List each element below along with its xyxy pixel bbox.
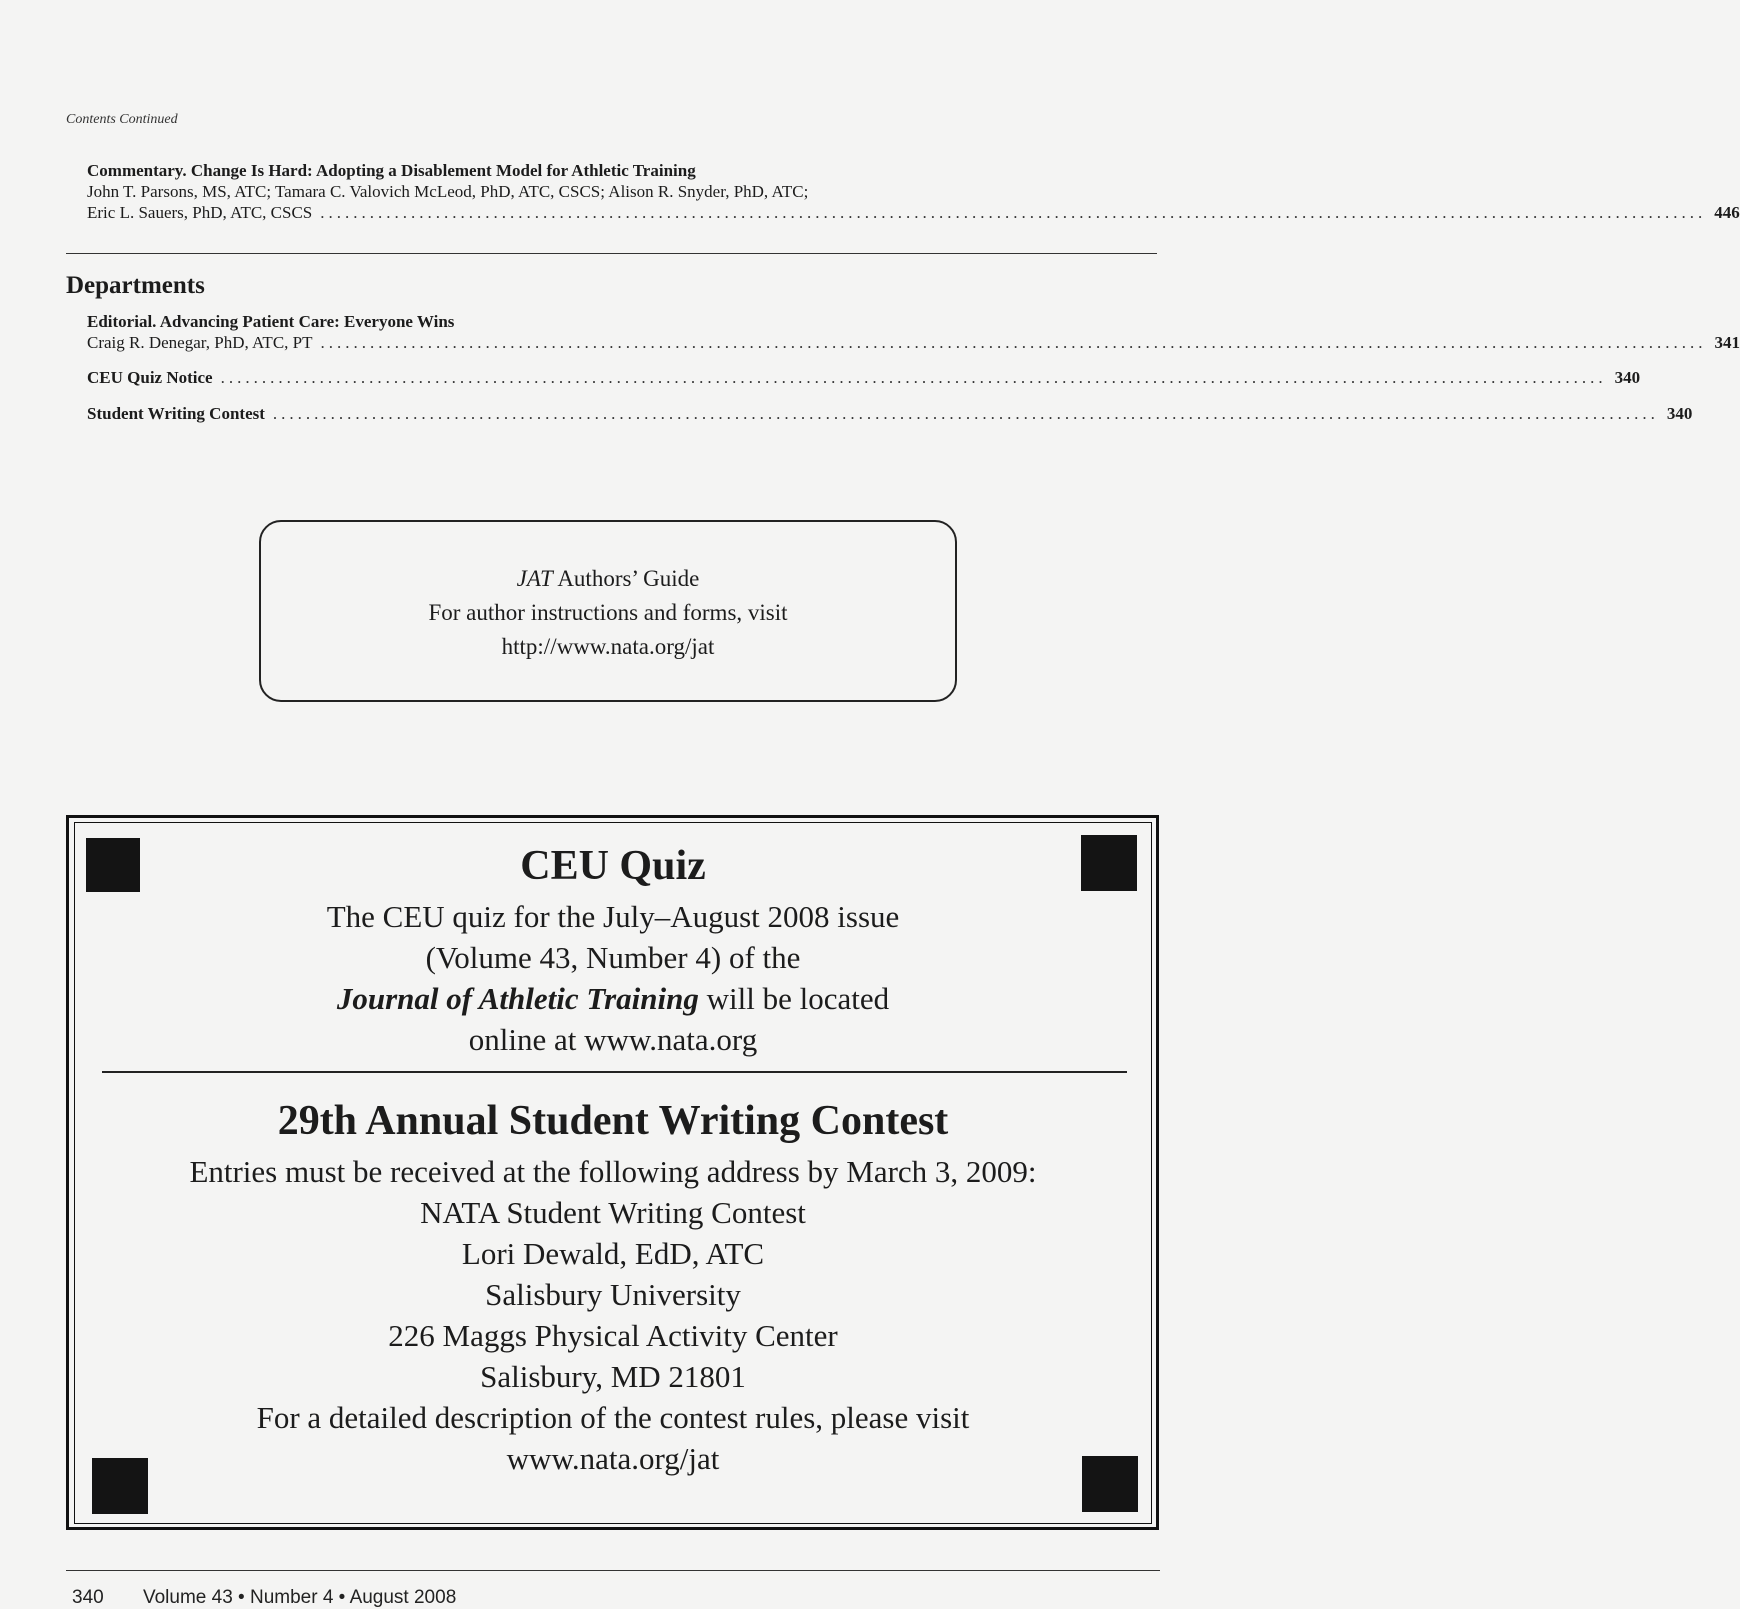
leader-dots: ........................................................................................................................................................................	[321, 332, 1707, 353]
contest-line: NATA Student Writing Contest	[74, 1192, 1152, 1233]
journal-name: Journal of Athletic Training	[337, 981, 699, 1016]
authors-guide-url[interactable]: http://www.nata.org/jat	[261, 630, 955, 664]
leader-dots: ........................................................................................................................................................................	[320, 202, 1706, 223]
ceu-quiz-line1: The CEU quiz for the July–August 2008 issue	[74, 896, 1152, 937]
contest-line: Salisbury, MD 21801	[74, 1356, 1152, 1397]
ceu-quiz-line3	[74, 978, 1152, 1019]
commentary-entry[interactable]	[87, 161, 1157, 223]
student-writing-contest-row	[87, 403, 1157, 424]
contest-line: Entries must be received at the following address by March 3, 2009:	[74, 1151, 1152, 1192]
editorial-entry[interactable]	[87, 312, 1157, 353]
contest-line: Salisbury University	[74, 1274, 1152, 1315]
contents-continued-label: Contents Continued	[66, 112, 178, 128]
ceu-quiz-line2: (Volume 43, Number 4) of the	[74, 937, 1152, 978]
commentary-page: 446	[1714, 202, 1740, 223]
commentary-authors-row	[87, 202, 1157, 223]
announcement-separator	[102, 1071, 1127, 1073]
authors-guide-box	[259, 520, 957, 702]
student-writing-contest-page: 340	[1667, 403, 1693, 424]
contest-line: 226 Maggs Physical Activity Center	[74, 1315, 1152, 1356]
commentary-authors-line1: John T. Parsons, MS, ATC; Tamara C. Valovich McLeod, PhD, ATC, CSCS; Alison R. Snyder, PhD, ATC;	[87, 181, 1157, 202]
footer-rule	[66, 1570, 1160, 1571]
ceu-quiz-notice-page: 340	[1615, 367, 1641, 388]
contest-url[interactable]: www.nata.org/jat	[74, 1438, 1152, 1479]
student-writing-contest-entry[interactable]	[87, 403, 1157, 424]
commentary-authors-line2: Eric L. Sauers, PhD, ATC, CSCS	[87, 202, 312, 223]
jat-abbrev: JAT	[517, 566, 553, 591]
ceu-quiz-line4: online at www.nata.org	[74, 1019, 1152, 1060]
authors-guide-instructions: For author instructions and forms, visit	[261, 596, 955, 630]
leader-dots: ........................................................................................................................................................................	[221, 367, 1607, 388]
writing-contest-title: 29th Annual Student Writing Contest	[74, 1097, 1152, 1145]
ceu-quiz-notice-entry[interactable]	[87, 367, 1157, 388]
editorial-page: 341	[1715, 332, 1740, 353]
contest-line: Lori Dewald, EdD, ATC	[74, 1233, 1152, 1274]
authors-guide-title-rest: Authors’ Guide	[553, 566, 700, 591]
writing-contest-body	[74, 1151, 1152, 1479]
ceu-quiz-title: CEU Quiz	[74, 842, 1152, 890]
issue-info: Volume 43 • Number 4 • August 2008	[143, 1587, 456, 1608]
commentary-title: Commentary. Change Is Hard: Adopting a Disablement Model for Athletic Training	[87, 161, 1157, 181]
ceu-quiz-notice-title: CEU Quiz Notice	[87, 367, 213, 388]
editorial-authors-row	[87, 332, 1157, 353]
authors-guide-title	[261, 562, 955, 596]
ceu-quiz-body	[74, 896, 1152, 1060]
ceu-quiz-line3-rest: will be located	[699, 981, 889, 1016]
leader-dots: ........................................................................................................................................................................	[273, 403, 1659, 424]
editorial-authors: Craig R. Denegar, PhD, ATC, PT	[87, 332, 313, 353]
ceu-quiz-notice-row	[87, 367, 1157, 388]
section-divider	[66, 253, 1157, 254]
page-footer	[72, 1587, 456, 1609]
departments-heading: Departments	[66, 272, 205, 300]
contest-line: For a detailed description of the contest rules, please visit	[74, 1397, 1152, 1438]
student-writing-contest-title: Student Writing Contest	[87, 403, 265, 424]
editorial-title: Editorial. Advancing Patient Care: Everyone Wins	[87, 312, 1157, 332]
page-number: 340	[72, 1587, 104, 1608]
